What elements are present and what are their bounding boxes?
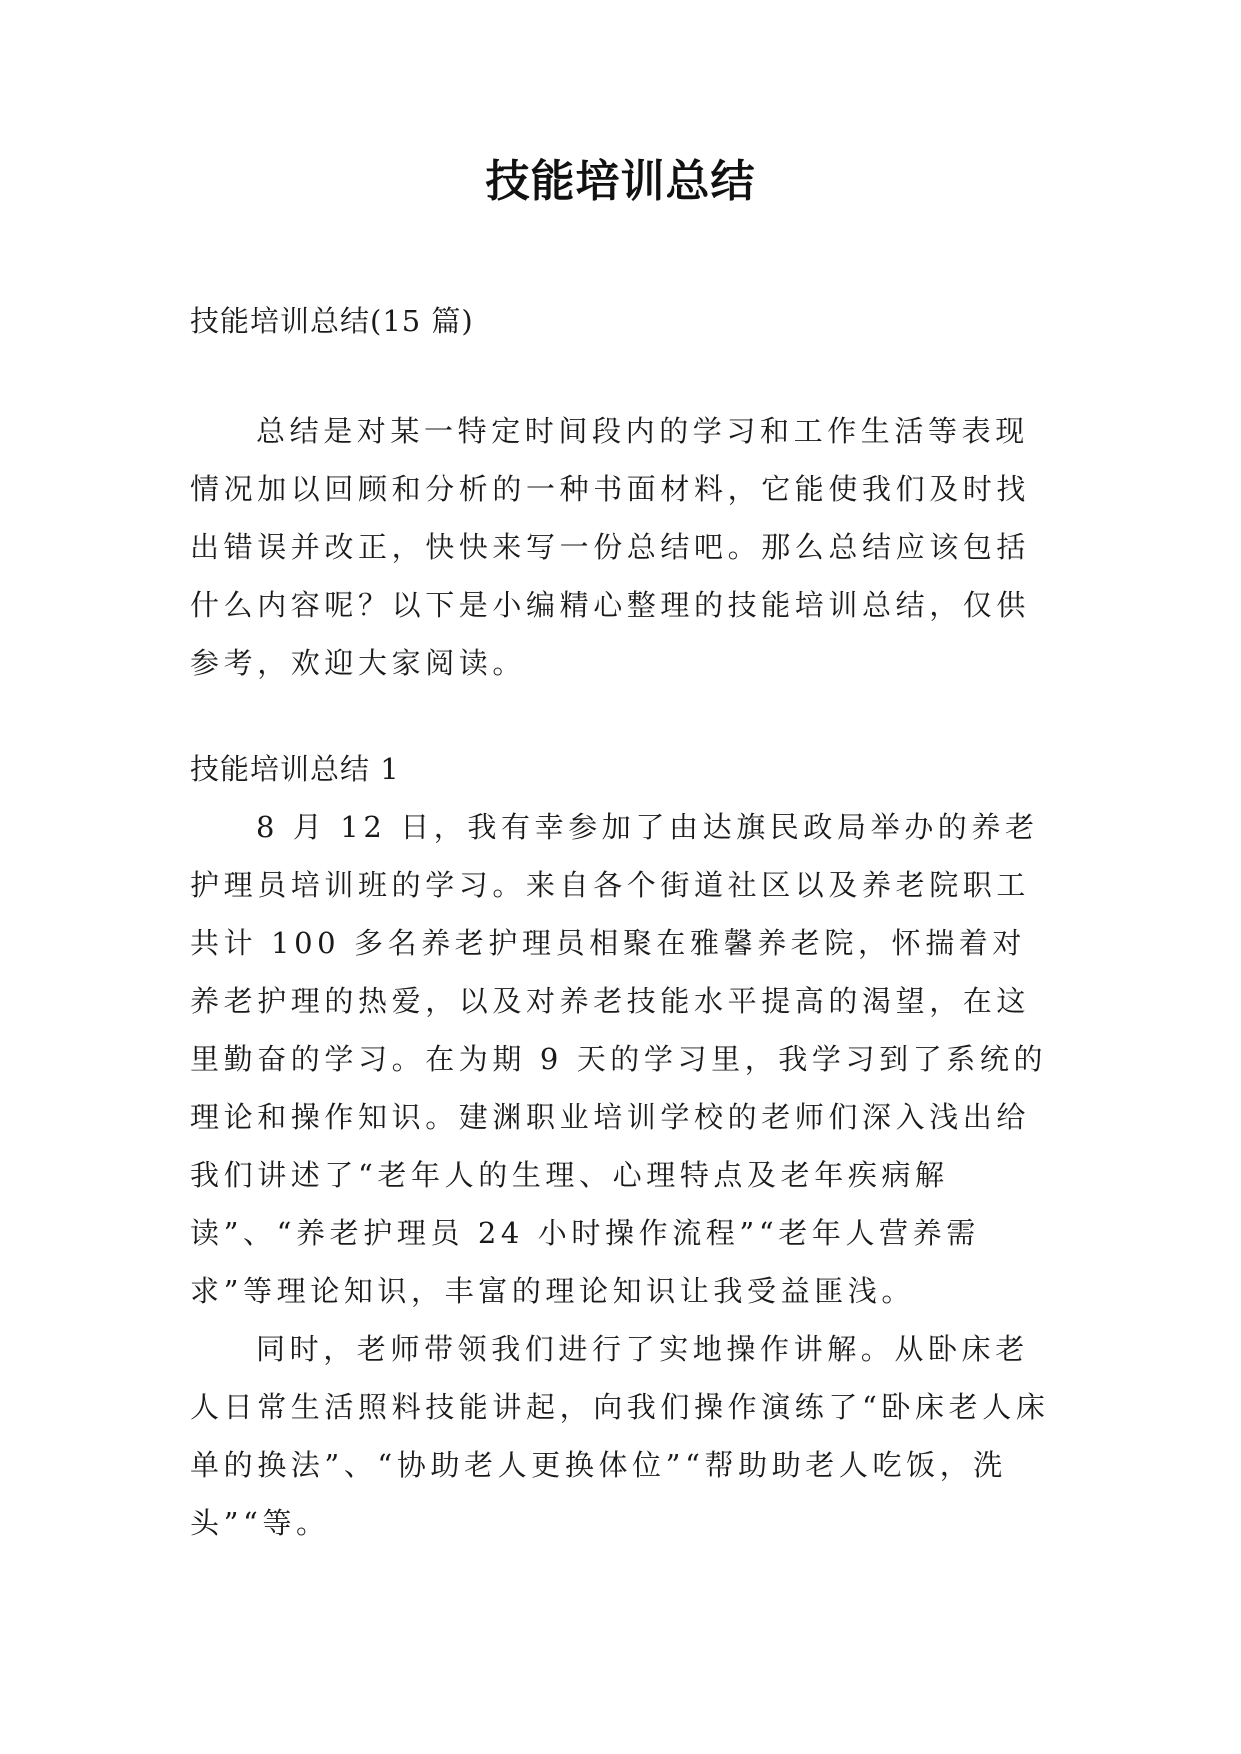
document-body [190, 292, 1052, 1552]
section-paragraph-2: 同时，老师带领我们进行了实地操作讲解。从卧床老人日常生活照料技能讲起，向我们操作演练了“卧床老人床单的换法”、“协助老人更换体位”“帮助助老人吃饭，洗头”“等。 [190, 1332, 1050, 1540]
section-heading: 技能培训总结 1 [190, 752, 400, 786]
document-subtitle: 技能培训总结(15 篇) [190, 304, 474, 338]
intro-paragraph: 总结是对某一特定时间段内的学习和工作生活等表现情况加以回顾和分析的一种书面材料，它能使我们及时找出错误并改正，快快来写一份总结吧。那么总结应该包括什么内容呢？以下是小编精心整理的技能培训总结，仅供参考，欢迎大家阅读。 [190, 414, 1031, 680]
document-title: 技能培训总结 [485, 156, 756, 207]
section-paragraph-1: 8 月 12 日，我有幸参加了由达旗民政局举办的养老护理员培训班的学习。来自各个街道社区以及养老院职工共计 100 多名养老护理员相聚在雅馨养老院，怀揣着对养老护理的热爱，以及对养老技能水平提高的渴望，在这里勤奋的学习。在为期 9 天的学习里，我学习到了系统的理论和操作知识。建渊职业培训学校的老师们深入浅出给我们讲述了“老年人的生理、心理特点及老年疾病解读”、“养老护理员 24 小时操作流程”“老年人营养需求”等理论知识，丰富的理论知识让我受益匪浅。 [190, 810, 1048, 1308]
